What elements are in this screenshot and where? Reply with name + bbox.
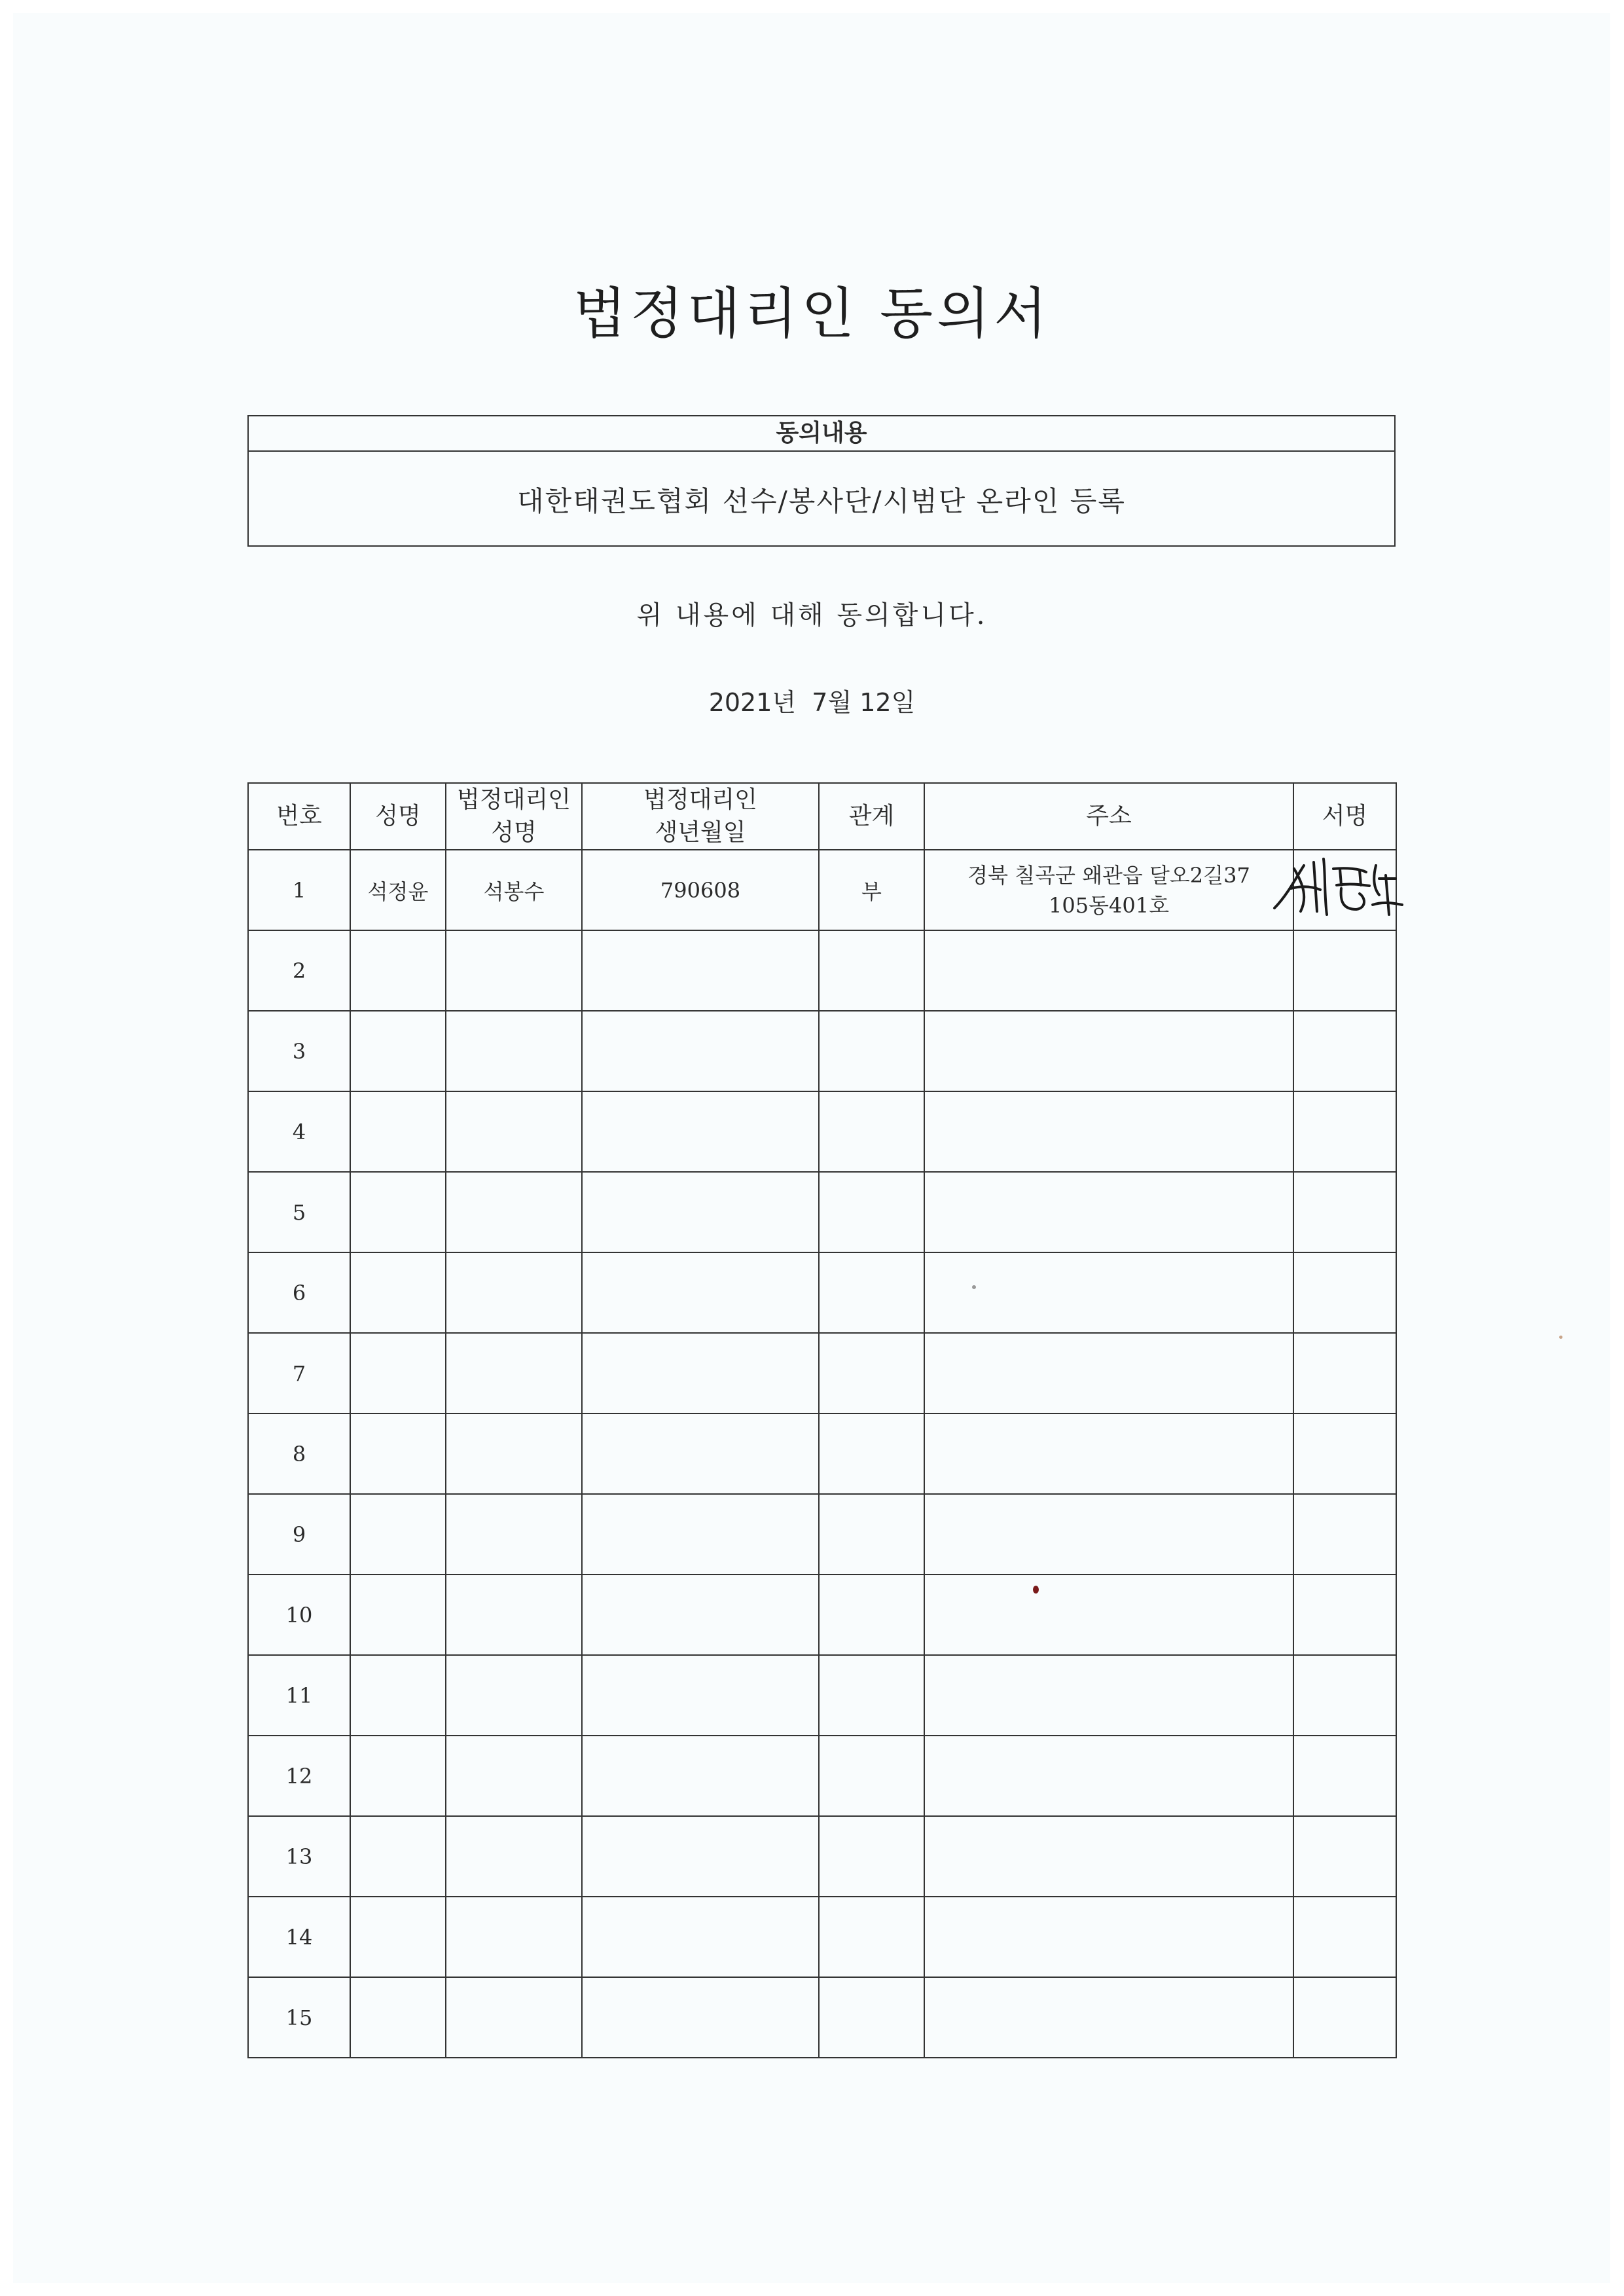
table-row (248, 1897, 1396, 1977)
row-number: 14 (248, 1897, 350, 1977)
row-address-line1: 경북 칠곡군 왜관읍 달오2길37 (967, 862, 1250, 888)
table-row (248, 1011, 1396, 1091)
table-row (248, 1091, 1396, 1172)
header-no: 번호 (248, 783, 350, 850)
row-number: 12 (248, 1736, 350, 1816)
row-number: 11 (248, 1655, 350, 1736)
table-row (248, 930, 1396, 1011)
scan-speck (972, 1285, 976, 1289)
table-row (248, 1252, 1396, 1333)
row-number: 10 (248, 1575, 350, 1655)
table-row (248, 1494, 1396, 1575)
row-number: 9 (248, 1494, 350, 1575)
row-relation: 부 (819, 850, 924, 930)
guardian-table (247, 782, 1397, 2058)
header-address: 주소 (924, 783, 1293, 850)
table-row (248, 1575, 1396, 1655)
table-row (248, 1977, 1396, 2058)
document-title: 법정대리인 동의서 (573, 282, 1051, 346)
header-signature: 서명 (1293, 783, 1396, 850)
header-guardian-name-line1: 법정대리인 (457, 786, 571, 813)
row-name: 석정윤 (350, 850, 446, 930)
table-header-row (248, 783, 1396, 850)
header-name: 성명 (350, 783, 446, 850)
row-number: 8 (248, 1413, 350, 1494)
row-number: 6 (248, 1252, 350, 1333)
header-guardian-birth-line1: 법정대리인 (643, 786, 757, 813)
table-row (248, 1736, 1396, 1816)
consent-content: 대한태권도협회 선수/봉사단/시범단 온라인 등록 (517, 484, 1126, 517)
row-number: 1 (248, 850, 350, 930)
row-guardian-name: 석봉수 (446, 850, 582, 930)
scan-speck (1033, 1586, 1039, 1594)
row-guardian-birth: 790608 (582, 850, 819, 930)
scan-speck (1559, 1336, 1562, 1339)
consent-date: 2021년 7월 12일 (708, 688, 916, 717)
header-guardian-name (446, 783, 582, 850)
row-address (924, 850, 1293, 930)
handwritten-signature (1268, 849, 1405, 921)
row-number: 7 (248, 1333, 350, 1413)
agreement-statement: 위 내용에 대해 동의합니다. (636, 600, 988, 630)
row-number: 13 (248, 1816, 350, 1897)
table-row (248, 1413, 1396, 1494)
table-row (248, 1655, 1396, 1736)
row-number: 2 (248, 930, 350, 1011)
table-row (248, 1172, 1396, 1252)
consent-box (247, 415, 1396, 547)
consent-header: 동의내용 (249, 416, 1394, 452)
table-row (248, 1816, 1396, 1897)
row-number: 4 (248, 1091, 350, 1172)
row-number: 3 (248, 1011, 350, 1091)
table-row (248, 1333, 1396, 1413)
header-relation: 관계 (819, 783, 924, 850)
row-number: 5 (248, 1172, 350, 1252)
row-number: 15 (248, 1977, 350, 2058)
header-guardian-birth-line2: 생년월일 (655, 819, 746, 846)
row-address-line2: 105동401호 (1049, 892, 1169, 918)
header-guardian-name-line2: 성명 (491, 819, 537, 846)
table-row (248, 850, 1396, 930)
header-guardian-birth (582, 783, 819, 850)
row-signature (1293, 850, 1396, 930)
